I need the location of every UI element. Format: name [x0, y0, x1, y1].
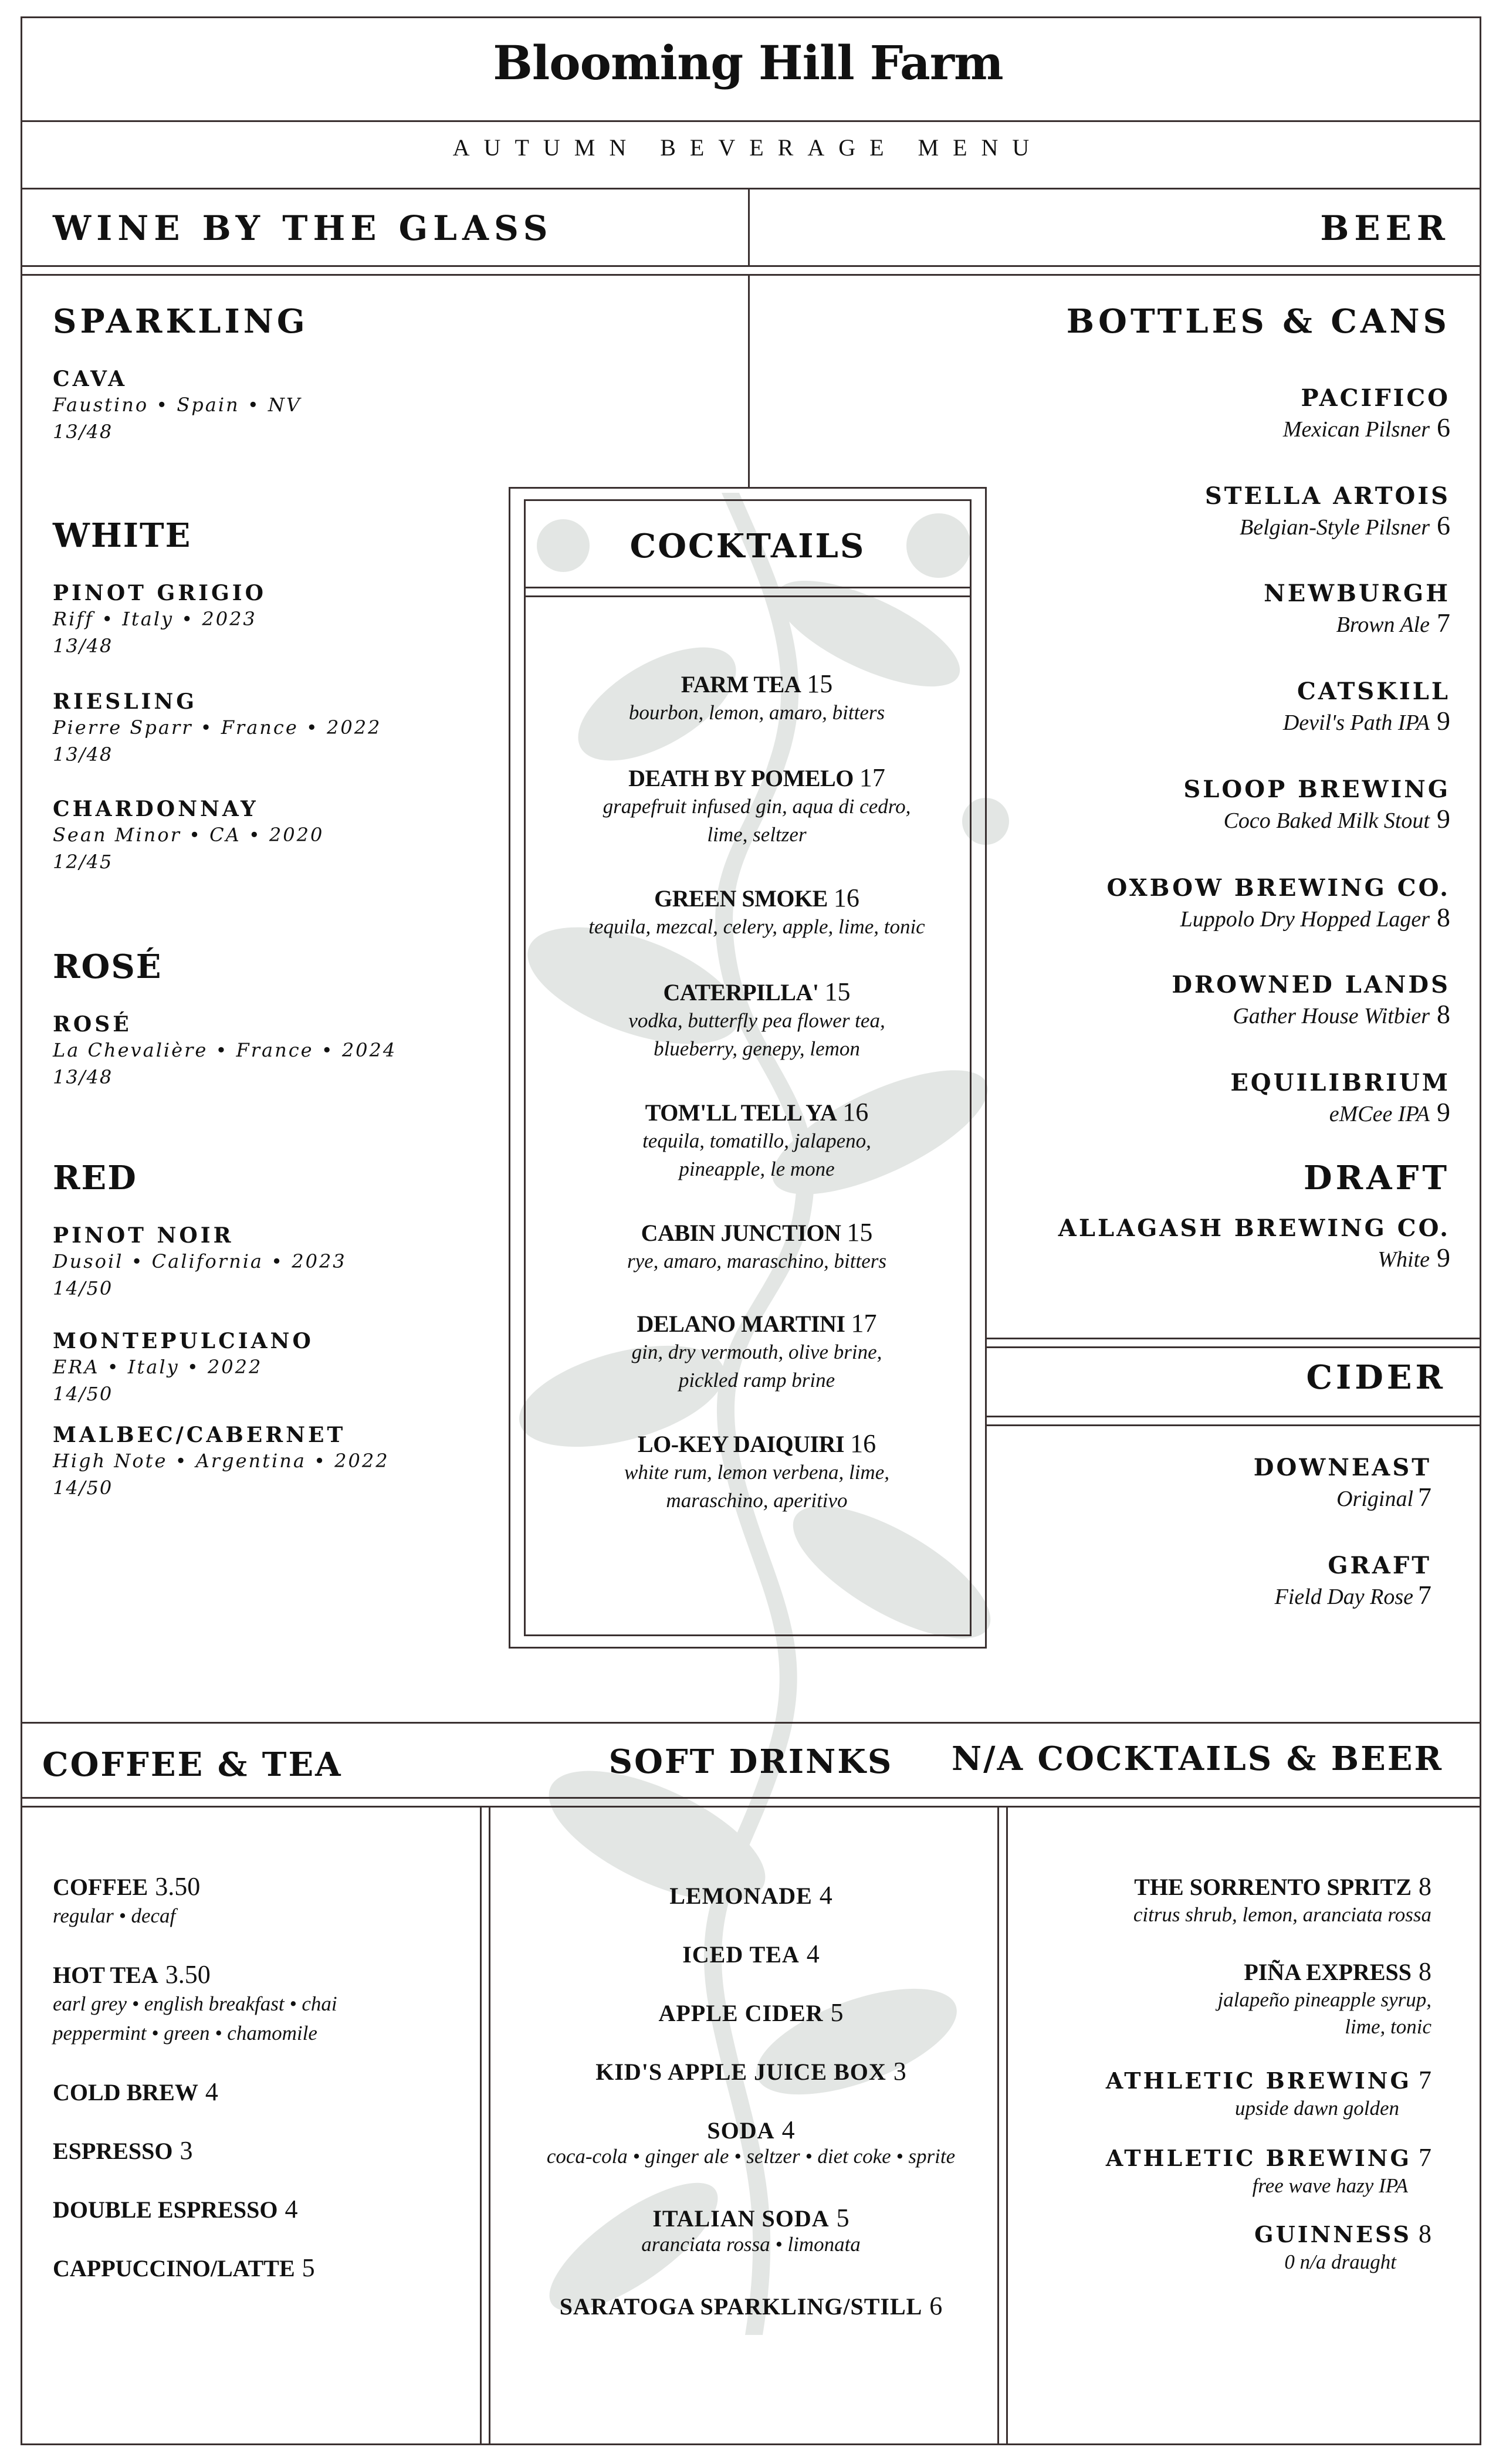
- page-title: Blooming Hill Farm: [493, 35, 1003, 90]
- rose-heading: ROSÉ: [53, 947, 163, 986]
- beer-desc: Devil's Path IPA: [1282, 710, 1430, 735]
- cocktail-price: 16: [833, 884, 859, 912]
- beer-item: [922, 776, 1450, 834]
- cocktail-name: CATERPILLA': [663, 979, 819, 1006]
- cocktail-price: 15: [847, 1218, 873, 1247]
- divider: [21, 274, 1481, 276]
- cider-price: 7: [1418, 1580, 1431, 1610]
- na-price: 8: [1419, 1957, 1431, 1986]
- coffee-desc: peppermint • green • chamomile: [53, 2022, 317, 2045]
- bottles-cans-heading: BOTTLES & CANS: [1066, 302, 1450, 341]
- cocktail-desc: pineapple, le mone: [679, 1157, 835, 1180]
- divider: [986, 1346, 1481, 1348]
- na-price: 8: [1419, 1872, 1431, 1901]
- soft-drink-item: [493, 2291, 1009, 2321]
- coffee-desc: earl grey • english breakfast • chai: [53, 1992, 337, 2015]
- na-item: [1009, 2065, 1431, 2122]
- beer-name: DROWNED LANDS: [1172, 971, 1450, 999]
- soft-drink-item: [493, 2115, 1009, 2168]
- beer-item: [922, 874, 1450, 933]
- soft-drink-name: SODA: [707, 2117, 775, 2144]
- na-price: 7: [1419, 2066, 1431, 2094]
- cocktail-item: [525, 1308, 989, 1395]
- na-item: [1009, 1957, 1431, 2040]
- cocktail-item: [525, 977, 989, 1063]
- coffee-item: [53, 2253, 487, 2283]
- soft-drink-price: 5: [836, 2204, 849, 2232]
- beer-desc: White: [1377, 1247, 1430, 1272]
- cocktail-desc: tequila, tomatillo, jalapeno,: [642, 1129, 871, 1152]
- soft-drink-name: ITALIAN SODA: [652, 2205, 830, 2232]
- beer-item: [922, 1069, 1450, 1128]
- na-desc: lime, tonic: [1345, 2015, 1431, 2038]
- cider-desc: Original: [1336, 1487, 1413, 1511]
- beer-name: CATSKILL: [1297, 678, 1450, 705]
- na-desc: free wave hazy IPA: [1252, 2174, 1408, 2197]
- cocktail-desc: lime, seltzer: [707, 823, 807, 846]
- wine-price: 13/48: [53, 421, 113, 443]
- cocktail-item: [525, 1097, 989, 1183]
- beer-heading: BEER: [1320, 208, 1450, 248]
- coffee-name: ESPRESSO: [53, 2138, 173, 2164]
- cider-name: GRAFT: [1328, 1552, 1431, 1579]
- wine-price: 14/50: [53, 1277, 113, 1299]
- na-cocktails-heading: N/A COCKTAILS & BEER: [951, 1739, 1443, 1778]
- cider-heading: CIDER: [1306, 1358, 1446, 1397]
- wine-desc: Faustino • Spain • NV: [53, 394, 302, 416]
- beer-item: [922, 384, 1450, 443]
- cocktail-item: [525, 883, 989, 941]
- cocktail-item: [525, 669, 989, 727]
- wine-name: RIESLING: [53, 689, 197, 714]
- wine-price: 14/50: [53, 1477, 113, 1499]
- wine-name: CHARDONNAY: [53, 797, 259, 821]
- cocktail-item: [525, 1429, 989, 1515]
- white-heading: WHITE: [53, 516, 192, 555]
- divider: [21, 188, 1481, 189]
- cocktail-desc: blueberry, genepy, lemon: [654, 1037, 860, 1060]
- wine-heading: WINE BY THE GLASS: [53, 208, 553, 248]
- cocktail-item: [525, 763, 989, 849]
- beer-price: 6: [1437, 412, 1450, 442]
- divider: [748, 276, 750, 487]
- wine-item: [53, 689, 475, 766]
- wine-item: [53, 797, 475, 873]
- na-item: [1009, 2219, 1431, 2276]
- beer-item: [922, 580, 1450, 638]
- cocktail-name: LO-KEY DAIQUIRI: [637, 1431, 845, 1457]
- beer-desc: Mexican Pilsner: [1282, 417, 1430, 442]
- beer-price: 9: [1437, 1243, 1450, 1272]
- wine-item: [53, 367, 475, 443]
- soft-drink-desc: coca-cola • ginger ale • seltzer • diet coke • sprite: [546, 2145, 956, 2168]
- soft-drink-desc: aranciata rossa • limonata: [641, 2233, 861, 2256]
- divider: [986, 1338, 1481, 1339]
- na-desc: jalapeño pineapple syrup,: [1217, 1988, 1431, 2011]
- wine-desc: Pierre Sparr • France • 2022: [53, 716, 382, 739]
- na-price: 7: [1419, 2143, 1431, 2172]
- beer-name: NEWBURGH: [1264, 580, 1450, 607]
- coffee-tea-heading: COFFEE & TEA: [42, 1745, 343, 1784]
- coffee-price: 4: [205, 2077, 218, 2106]
- soft-drink-item: [493, 2056, 1009, 2086]
- na-name: ATHLETIC BREWING: [1105, 2145, 1412, 2171]
- wine-item: [53, 581, 475, 657]
- wine-price: 12/45: [53, 851, 113, 873]
- soft-drink-name: APPLE CIDER: [658, 2000, 824, 2026]
- divider: [21, 1797, 1481, 1799]
- wine-price: 13/48: [53, 635, 113, 657]
- wine-name: MONTEPULCIANO: [53, 1329, 314, 1353]
- coffee-price: 3.50: [165, 1960, 211, 1989]
- cocktail-desc: tequila, mezcal, celery, apple, lime, tonic: [588, 915, 925, 938]
- cider-desc: Field Day Rose: [1274, 1585, 1413, 1609]
- cocktail-desc: rye, amaro, maraschino, bitters: [627, 1250, 886, 1272]
- soft-drink-item: [493, 1998, 1009, 2028]
- coffee-item: [53, 2077, 487, 2107]
- wine-name: CAVA: [53, 367, 128, 391]
- wine-desc: ERA • Italy • 2022: [53, 1356, 263, 1378]
- na-price: 8: [1419, 2219, 1431, 2248]
- cocktail-name: DEATH BY POMELO: [628, 765, 854, 791]
- cocktail-price: 16: [842, 1098, 869, 1126]
- beer-name: EQUILIBRIUM: [1230, 1069, 1450, 1096]
- divider: [21, 120, 1481, 122]
- wine-item: [53, 1012, 475, 1088]
- beer-desc: eMCee IPA: [1329, 1102, 1430, 1126]
- beer-desc: Brown Ale: [1336, 612, 1430, 637]
- na-item: [1009, 2143, 1431, 2199]
- cocktail-price: 15: [807, 669, 833, 698]
- soft-drink-price: 4: [806, 1940, 820, 1968]
- beer-price: 7: [1437, 608, 1450, 638]
- cocktail-name: TOM'LL TELL YA: [645, 1099, 837, 1126]
- cocktail-desc: pickled ramp brine: [678, 1369, 835, 1392]
- na-name: PIÑA EXPRESS: [1244, 1959, 1412, 1985]
- menu-subtitle: AUTUMN BEVERAGE MENU: [452, 134, 1044, 161]
- cocktail-desc: white rum, lemon verbena, lime,: [624, 1461, 889, 1484]
- beer-desc: Gather House Witbier: [1233, 1004, 1430, 1028]
- red-heading: RED: [53, 1159, 137, 1197]
- coffee-name: COLD BREW: [53, 2079, 198, 2106]
- cider-item: [1021, 1454, 1431, 1512]
- cider-name: DOWNEAST: [1253, 1454, 1431, 1481]
- divider: [21, 1806, 1481, 1808]
- soft-drink-name: ICED TEA: [682, 1941, 800, 1968]
- divider: [986, 1416, 1481, 1417]
- cocktail-name: GREEN SMOKE: [654, 885, 828, 912]
- coffee-name: COFFEE: [53, 1874, 148, 1900]
- coffee-price: 3.50: [155, 1872, 201, 1901]
- soft-drink-price: 5: [830, 1998, 844, 2027]
- soft-drink-price: 6: [929, 2292, 943, 2320]
- cocktail-name: FARM TEA: [681, 671, 801, 698]
- cocktail-price: 15: [824, 977, 851, 1006]
- soft-drink-price: 4: [819, 1881, 832, 1910]
- cocktail-item: [525, 1217, 989, 1275]
- wine-name: ROSÉ: [53, 1012, 132, 1037]
- divider: [21, 1722, 1481, 1724]
- soft-drink-name: LEMONADE: [669, 1883, 813, 1909]
- coffee-price: 5: [302, 2253, 315, 2282]
- beer-desc: Luppolo Dry Hopped Lager: [1180, 907, 1430, 932]
- coffee-desc: regular • decaf: [53, 1904, 176, 1927]
- coffee-price: 4: [285, 2195, 298, 2223]
- draft-heading: DRAFT: [1304, 1159, 1450, 1197]
- cider-price: 7: [1418, 1482, 1431, 1512]
- beer-price: 9: [1437, 1097, 1450, 1127]
- soft-drink-name: SARATOGA SPARKLING/STILL: [559, 2293, 923, 2320]
- coffee-name: HOT TEA: [53, 1962, 158, 1988]
- beer-price: 9: [1437, 804, 1450, 834]
- cocktail-desc: gin, dry vermouth, olive brine,: [631, 1341, 882, 1363]
- wine-desc: Riff • Italy • 2023: [53, 608, 257, 630]
- divider: [21, 265, 1481, 267]
- beer-desc: Coco Baked Milk Stout: [1223, 808, 1430, 833]
- cocktail-price: 17: [859, 763, 885, 792]
- wine-desc: Dusoil • California • 2023: [53, 1250, 347, 1272]
- divider: [489, 1807, 490, 2445]
- na-name: THE SORRENTO SPRITZ: [1134, 1874, 1412, 1900]
- wine-desc: Sean Minor • CA • 2020: [53, 824, 324, 846]
- cocktail-desc: grapefruit infused gin, aqua di cedro,: [603, 795, 911, 818]
- wine-price: 13/48: [53, 743, 113, 766]
- na-desc: citrus shrub, lemon, aranciata rossa: [1133, 1903, 1431, 1926]
- wine-desc: High Note • Argentina • 2022: [53, 1450, 390, 1472]
- coffee-item: [53, 2194, 487, 2224]
- wine-item: [53, 1423, 475, 1499]
- na-name: ATHLETIC BREWING: [1105, 2067, 1412, 2094]
- coffee-name: DOUBLE ESPRESSO: [53, 2196, 278, 2223]
- cocktail-desc: vodka, butterfly pea flower tea,: [628, 1009, 885, 1032]
- coffee-item: [53, 2135, 487, 2165]
- soft-drink-name: KID'S APPLE JUICE BOX: [595, 2059, 886, 2085]
- beer-item: [922, 678, 1450, 736]
- cocktail-name: CABIN JUNCTION: [641, 1220, 841, 1246]
- beer-item: [922, 482, 1450, 541]
- wine-desc: La Chevalière • France • 2024: [53, 1039, 397, 1061]
- coffee-price: 3: [180, 2136, 193, 2165]
- wine-name: MALBEC/CABERNET: [53, 1423, 346, 1447]
- cocktail-name: DELANO MARTINI: [637, 1311, 845, 1337]
- sparkling-heading: SPARKLING: [53, 302, 309, 341]
- wine-item: [53, 1223, 475, 1299]
- coffee-item: [53, 1959, 487, 2048]
- divider: [748, 189, 750, 267]
- cocktail-desc: bourbon, lemon, amaro, bitters: [628, 701, 885, 724]
- wine-name: PINOT GRIGIO: [53, 581, 266, 605]
- cocktail-desc: maraschino, aperitivo: [666, 1489, 848, 1512]
- soft-drink-item: [493, 1939, 1009, 1969]
- divider: [524, 587, 972, 588]
- wine-price: 13/48: [53, 1066, 113, 1088]
- soft-drink-price: 4: [781, 2116, 795, 2144]
- cocktails-heading: COCKTAILS: [629, 527, 866, 566]
- beer-name: SLOOP BREWING: [1183, 776, 1450, 803]
- beer-price: 8: [1437, 902, 1450, 932]
- cocktail-price: 16: [850, 1429, 876, 1458]
- cider-item: [1021, 1552, 1431, 1610]
- beer-desc: Belgian-Style Pilsner: [1240, 515, 1430, 540]
- divider: [524, 595, 972, 597]
- beer-item: [922, 1214, 1450, 1273]
- beer-name: ALLAGASH BREWING CO.: [1058, 1214, 1450, 1242]
- beer-item: [922, 971, 1450, 1030]
- wine-item: [53, 1329, 475, 1405]
- soft-drink-price: 3: [893, 2057, 906, 2086]
- coffee-name: CAPPUCCINO/LATTE: [53, 2255, 295, 2282]
- na-desc: 0 n/a draught: [1284, 2250, 1396, 2273]
- beer-price: 9: [1437, 706, 1450, 736]
- divider: [986, 1424, 1481, 1426]
- beer-name: OXBOW BREWING CO.: [1106, 874, 1450, 902]
- soft-drink-item: [493, 2203, 1009, 2256]
- beer-name: PACIFICO: [1301, 384, 1450, 412]
- coffee-item: [53, 1871, 487, 1931]
- wine-price: 14/50: [53, 1383, 113, 1405]
- soft-drink-item: [493, 1880, 1009, 1910]
- beer-price: 6: [1437, 510, 1450, 540]
- beer-name: STELLA ARTOIS: [1204, 482, 1450, 510]
- na-name: GUINNESS: [1254, 2221, 1412, 2248]
- na-desc: upside dawn golden: [1235, 2097, 1399, 2120]
- beer-price: 8: [1437, 999, 1450, 1029]
- cocktail-price: 17: [851, 1309, 877, 1338]
- na-item: [1009, 1871, 1431, 1928]
- soft-drinks-heading: SOFT DRINKS: [608, 1742, 893, 1781]
- wine-name: PINOT NOIR: [53, 1223, 234, 1248]
